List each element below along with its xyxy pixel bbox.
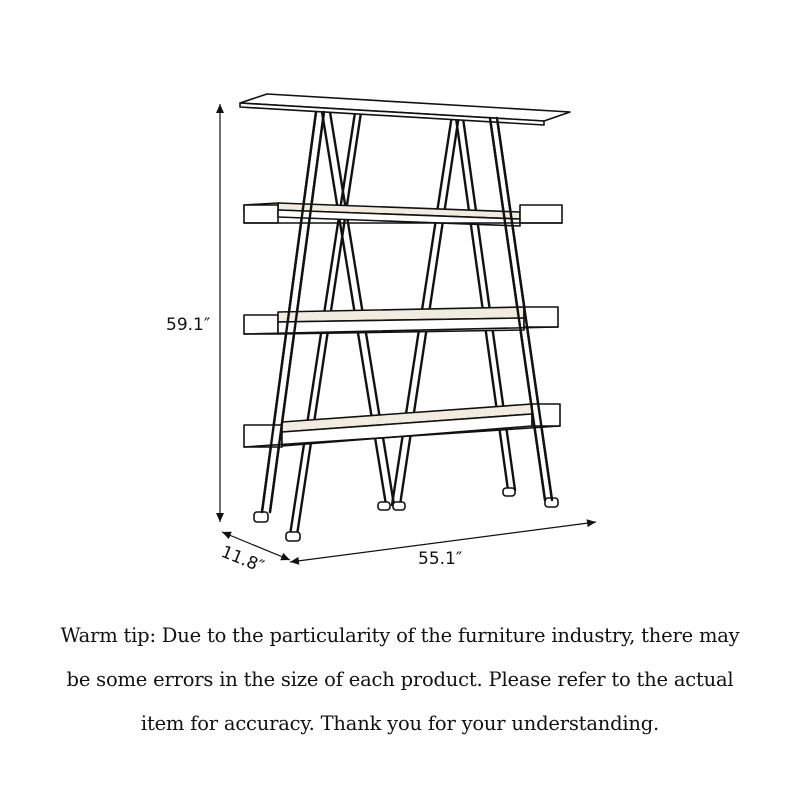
depth-dimension: [218, 532, 290, 577]
warm-tip-line-1: Warm tip: Due to the particularity of the furniture industry, there may: [60, 624, 740, 647]
height-label: 59.1″: [166, 315, 211, 335]
height-dimension: [166, 104, 220, 522]
warm-tip-line-2: be some errors in the size of each product. Please refer to the actual: [66, 668, 734, 691]
depth-label: 11.8″: [218, 542, 267, 578]
warm-tip-note: [10, 614, 790, 746]
top-shelf-board: [240, 94, 570, 125]
width-label: 55.1″: [418, 549, 463, 569]
shelf-tier-1: [244, 203, 562, 226]
bookshelf-illustration: [240, 94, 570, 541]
warm-tip-line-3: item for accuracy. Thank you for your understanding.: [140, 712, 660, 735]
shelf-tier-2: [244, 307, 558, 334]
width-dimension: [290, 522, 596, 569]
